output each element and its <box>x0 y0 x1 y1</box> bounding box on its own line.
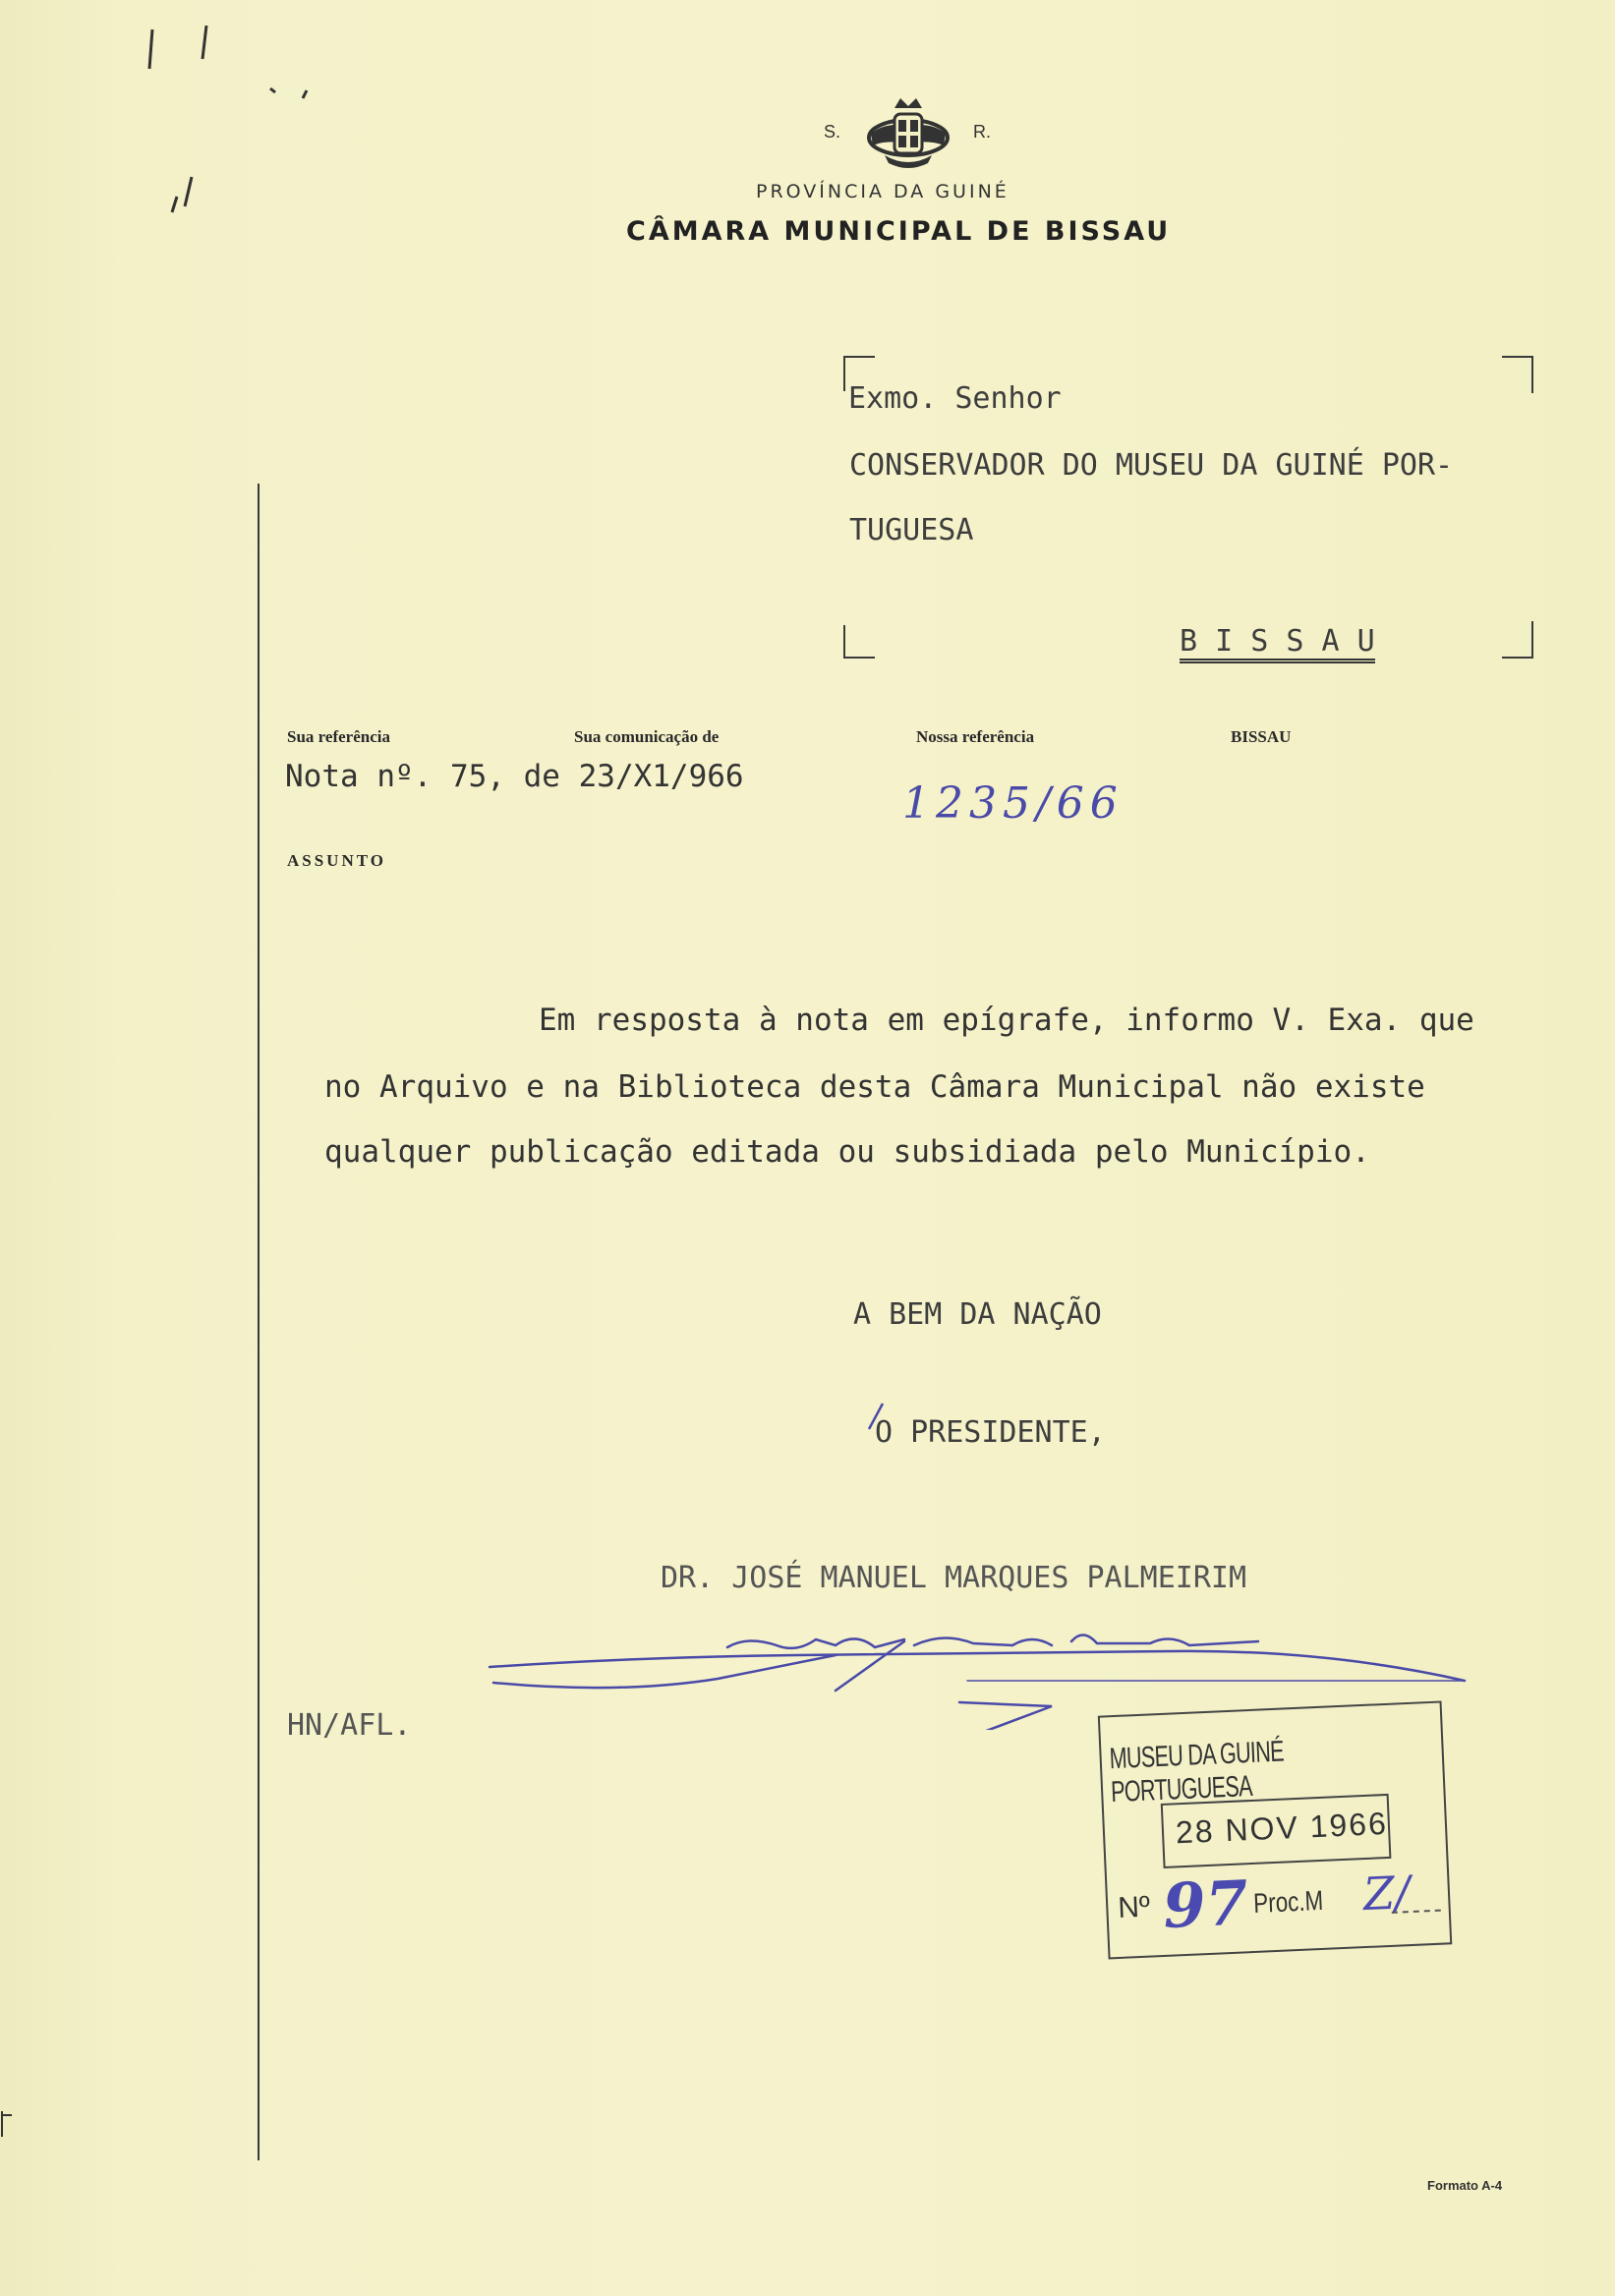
museum-receipt-stamp <box>1098 1701 1450 1958</box>
council-name: CÂMARA MUNICIPAL DE BISSAU <box>626 216 1172 247</box>
closing-role: O PRESIDENTE, <box>875 1415 1106 1450</box>
stamp-proc-value: Z/ <box>1361 1866 1412 1922</box>
addressee-salutation: Exmo. Senhor <box>848 381 1062 416</box>
nossa-referencia-label: Nossa referência <box>916 727 1035 746</box>
window-corner-br <box>1502 621 1533 659</box>
stamp-proc-label: Proc.M <box>1252 1884 1324 1919</box>
addressee-city: B I S S A U <box>1180 625 1375 663</box>
signatory-name: DR. JOSÉ MANUEL MARQUES PALMEIRIM <box>661 1561 1247 1595</box>
typist-initials: HN/AFL. <box>287 1708 412 1743</box>
edge-mark <box>0 2109 20 2139</box>
coat-of-arms-icon <box>865 94 952 171</box>
margin-line <box>258 484 260 2160</box>
province-name: PROVÍNCIA DA GUINÉ <box>756 181 1009 202</box>
nossa-referencia-value: 1235/66 <box>902 778 1124 829</box>
place-label: BISSAU <box>1231 727 1292 746</box>
body-line-1: Em resposta à nota em epígrafe, informo V. Exa. que <box>539 1003 1474 1038</box>
stamp-date-box <box>1161 1794 1392 1868</box>
header-s: S. <box>824 122 841 142</box>
stamp-date: 28 NOV 1966 <box>1175 1805 1389 1851</box>
stamp-number: 97 <box>1161 1866 1250 1942</box>
window-corner-bl <box>843 625 875 659</box>
paper-format-label: Formato A-4 <box>1427 2178 1503 2193</box>
window-corner-tr <box>1502 356 1533 393</box>
header-r: R. <box>973 122 991 142</box>
body-line-2: no Arquivo e na Biblioteca desta Câmara Municipal não existe <box>324 1069 1425 1105</box>
pen-tick-mark <box>865 1400 889 1433</box>
stamp-no-label: Nº <box>1117 1890 1151 1924</box>
assunto-label: ASSUNTO <box>287 851 386 870</box>
addressee-title-line2: TUGUESA <box>849 513 974 547</box>
sua-referencia-value: Nota nº. 75, de 23/X1/966 <box>285 759 744 794</box>
sua-referencia-label: Sua referência <box>287 727 390 746</box>
addressee-title-line1: CONSERVADOR DO MUSEU DA GUINÉ POR- <box>849 448 1454 483</box>
pencil-marks <box>138 20 334 216</box>
sua-comunicacao-label: Sua comunicação de <box>574 727 720 746</box>
stamp-museum-name: MUSEU DA GUINÉ PORTUGUESA <box>1109 1735 1285 1809</box>
body-line-3: qualquer publicação editada ou subsidiada pelo Município. <box>324 1134 1370 1170</box>
closing-salutation: A BEM DA NAÇÃO <box>853 1297 1102 1332</box>
